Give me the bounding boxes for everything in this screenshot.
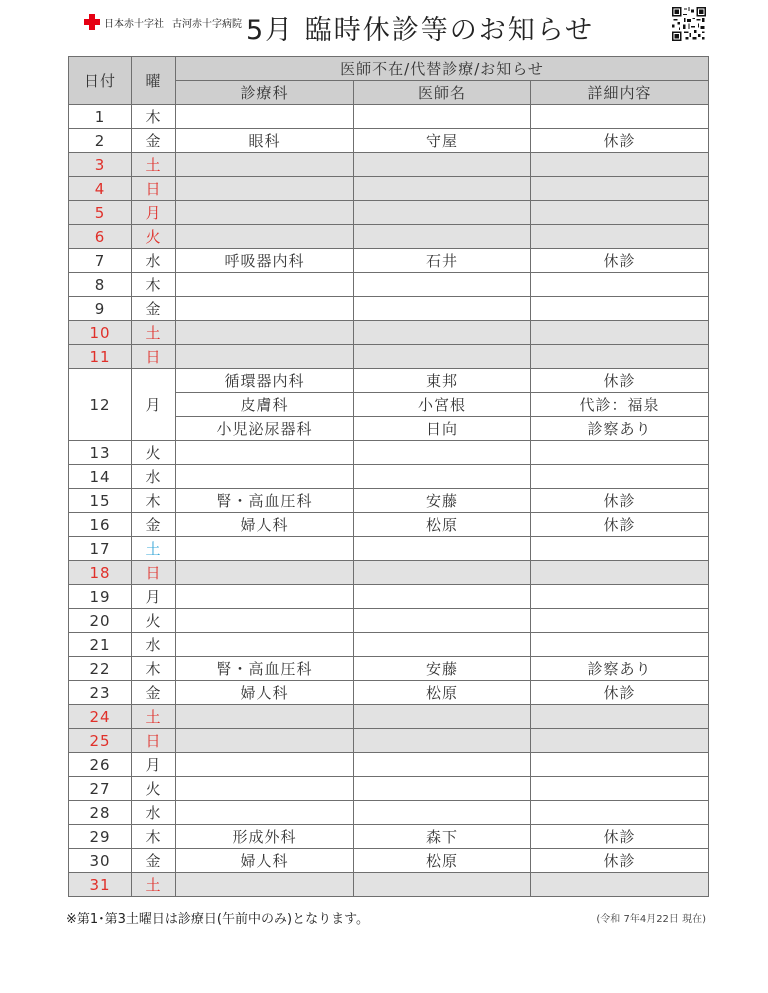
cell-detail <box>531 753 709 777</box>
cell-date: 20 <box>69 609 132 633</box>
cell-doctor <box>354 753 531 777</box>
cell-doctor: 松原 <box>354 513 531 537</box>
cell-date: 11 <box>69 345 132 369</box>
cell-weekday: 日 <box>132 729 176 753</box>
cell-weekday: 火 <box>132 777 176 801</box>
cell-doctor: 安藤 <box>354 657 531 681</box>
cell-department <box>176 441 354 465</box>
cell-detail <box>531 153 709 177</box>
cell-department <box>176 609 354 633</box>
cell-detail <box>531 561 709 585</box>
cell-doctor <box>354 801 531 825</box>
cell-department: 皮膚科 <box>176 393 354 417</box>
table-row <box>69 729 709 753</box>
cell-department <box>176 321 354 345</box>
cell-detail <box>531 705 709 729</box>
table-row <box>69 777 709 801</box>
cell-doctor <box>354 177 531 201</box>
cell-weekday: 日 <box>132 345 176 369</box>
page-title: 5月 臨時休診等のお知らせ <box>246 15 594 46</box>
cell-department: 婦人科 <box>176 513 354 537</box>
cell-doctor <box>354 537 531 561</box>
cell-doctor <box>354 873 531 897</box>
table-row <box>69 513 709 537</box>
cell-doctor: 松原 <box>354 849 531 873</box>
cell-detail: 代診：福泉 <box>531 393 709 417</box>
schedule-table <box>68 56 709 897</box>
cell-doctor: 石井 <box>354 249 531 273</box>
table-row <box>69 825 709 849</box>
table-row <box>69 585 709 609</box>
cell-department: 腎・高血圧科 <box>176 657 354 681</box>
cell-detail <box>531 729 709 753</box>
cell-department <box>176 273 354 297</box>
as-of-date: (令和 7年4月22日 現在) <box>596 914 706 925</box>
cell-detail: 休診 <box>531 825 709 849</box>
table-row <box>69 849 709 873</box>
cell-department <box>176 873 354 897</box>
cell-weekday: 月 <box>132 585 176 609</box>
cell-department <box>176 201 354 225</box>
cell-date: 7 <box>69 249 132 273</box>
cell-detail <box>531 609 709 633</box>
cell-department: 婦人科 <box>176 849 354 873</box>
cell-doctor <box>354 585 531 609</box>
cell-department <box>176 177 354 201</box>
group-header: 医師不在/代替診療/お知らせ <box>176 57 709 81</box>
table-row <box>69 105 709 129</box>
table-row <box>69 129 709 153</box>
table-row <box>69 705 709 729</box>
cell-weekday: 火 <box>132 609 176 633</box>
cell-weekday: 金 <box>132 297 176 321</box>
col-header-doctor: 医師名 <box>354 81 531 105</box>
cell-weekday: 水 <box>132 465 176 489</box>
logo-org: 日本赤十字社 <box>104 18 164 30</box>
col-header-weekday: 曜 <box>132 57 176 105</box>
cell-weekday: 火 <box>132 441 176 465</box>
cell-department <box>176 777 354 801</box>
cell-department: 循環器内科 <box>176 369 354 393</box>
cell-doctor <box>354 705 531 729</box>
cell-detail <box>531 633 709 657</box>
red-cross-icon <box>84 14 100 30</box>
table-row <box>69 561 709 585</box>
cell-doctor <box>354 297 531 321</box>
table-row <box>69 873 709 897</box>
cell-weekday: 木 <box>132 105 176 129</box>
table-row <box>69 801 709 825</box>
cell-date: 18 <box>69 561 132 585</box>
cell-date: 10 <box>69 321 132 345</box>
cell-weekday: 金 <box>132 129 176 153</box>
cell-doctor <box>354 105 531 129</box>
cell-department: 形成外科 <box>176 825 354 849</box>
cell-weekday: 木 <box>132 489 176 513</box>
cell-weekday: 土 <box>132 321 176 345</box>
table-row <box>69 249 709 273</box>
cell-weekday: 木 <box>132 273 176 297</box>
cell-date: 26 <box>69 753 132 777</box>
cell-department <box>176 801 354 825</box>
cell-doctor <box>354 273 531 297</box>
cell-detail <box>531 441 709 465</box>
cell-detail: 休診 <box>531 681 709 705</box>
cell-detail <box>531 585 709 609</box>
cell-detail: 休診 <box>531 489 709 513</box>
cell-weekday: 金 <box>132 681 176 705</box>
cell-date: 29 <box>69 825 132 849</box>
table-row <box>69 153 709 177</box>
cell-date: 14 <box>69 465 132 489</box>
cell-department: 呼吸器内科 <box>176 249 354 273</box>
cell-doctor <box>354 465 531 489</box>
cell-detail: 診察あり <box>531 417 709 441</box>
cell-date: 2 <box>69 129 132 153</box>
table-row <box>69 297 709 321</box>
page-header <box>0 0 768 56</box>
cell-date: 13 <box>69 441 132 465</box>
col-header-detail: 詳細内容 <box>531 81 709 105</box>
cell-date: 8 <box>69 273 132 297</box>
logo-hospital: 古河赤十字病院 <box>172 18 242 30</box>
cell-date: 30 <box>69 849 132 873</box>
cell-department: 小児泌尿器科 <box>176 417 354 441</box>
cell-department <box>176 705 354 729</box>
col-header-department: 診療科 <box>176 81 354 105</box>
cell-department <box>176 729 354 753</box>
cell-detail <box>531 321 709 345</box>
cell-detail <box>531 225 709 249</box>
cell-weekday: 金 <box>132 849 176 873</box>
cell-weekday: 金 <box>132 513 176 537</box>
cell-date: 28 <box>69 801 132 825</box>
cell-weekday: 水 <box>132 249 176 273</box>
cell-date: 27 <box>69 777 132 801</box>
cell-doctor <box>354 225 531 249</box>
cell-date: 16 <box>69 513 132 537</box>
cell-doctor: 森下 <box>354 825 531 849</box>
cell-department: 眼科 <box>176 129 354 153</box>
cell-weekday: 水 <box>132 633 176 657</box>
cell-doctor <box>354 321 531 345</box>
schedule-body <box>69 105 709 897</box>
hospital-logo <box>84 14 242 30</box>
table-row <box>69 321 709 345</box>
cell-detail <box>531 873 709 897</box>
cell-weekday: 日 <box>132 177 176 201</box>
cell-weekday: 土 <box>132 705 176 729</box>
cell-detail <box>531 465 709 489</box>
cell-weekday: 火 <box>132 225 176 249</box>
cell-doctor <box>354 609 531 633</box>
cell-department <box>176 753 354 777</box>
cell-weekday: 月 <box>132 369 176 441</box>
table-row <box>69 201 709 225</box>
cell-department <box>176 561 354 585</box>
cell-department: 腎・高血圧科 <box>176 489 354 513</box>
table-row <box>69 465 709 489</box>
table-row <box>69 753 709 777</box>
cell-date: 9 <box>69 297 132 321</box>
cell-doctor <box>354 201 531 225</box>
cell-doctor: 松原 <box>354 681 531 705</box>
footnote: ※第1･第3土曜日は診療日(午前中のみ)となります。 <box>66 912 370 927</box>
cell-date: 23 <box>69 681 132 705</box>
cell-detail: 休診 <box>531 249 709 273</box>
cell-detail: 休診 <box>531 513 709 537</box>
cell-detail <box>531 537 709 561</box>
cell-detail <box>531 273 709 297</box>
cell-weekday: 月 <box>132 201 176 225</box>
cell-doctor: 安藤 <box>354 489 531 513</box>
cell-date: 25 <box>69 729 132 753</box>
cell-department <box>176 537 354 561</box>
cell-date: 3 <box>69 153 132 177</box>
table-row <box>69 273 709 297</box>
cell-department <box>176 345 354 369</box>
cell-doctor <box>354 441 531 465</box>
cell-detail <box>531 105 709 129</box>
cell-detail <box>531 777 709 801</box>
qr-code-icon[interactable] <box>672 7 706 41</box>
cell-doctor: 小宮根 <box>354 393 531 417</box>
table-row <box>69 609 709 633</box>
cell-detail: 休診 <box>531 849 709 873</box>
cell-doctor <box>354 153 531 177</box>
cell-weekday: 日 <box>132 561 176 585</box>
cell-doctor <box>354 633 531 657</box>
cell-doctor <box>354 561 531 585</box>
table-row <box>69 441 709 465</box>
table-row <box>69 489 709 513</box>
cell-doctor: 東邦 <box>354 369 531 393</box>
cell-doctor <box>354 729 531 753</box>
cell-weekday: 木 <box>132 657 176 681</box>
cell-detail <box>531 177 709 201</box>
cell-detail <box>531 297 709 321</box>
cell-doctor <box>354 777 531 801</box>
table-row <box>69 681 709 705</box>
cell-department <box>176 465 354 489</box>
cell-department <box>176 585 354 609</box>
cell-date: 1 <box>69 105 132 129</box>
cell-department <box>176 153 354 177</box>
cell-detail: 診察あり <box>531 657 709 681</box>
cell-date: 22 <box>69 657 132 681</box>
cell-date: 15 <box>69 489 132 513</box>
cell-date: 12 <box>69 369 132 441</box>
cell-department <box>176 105 354 129</box>
cell-doctor: 守屋 <box>354 129 531 153</box>
cell-department <box>176 297 354 321</box>
cell-weekday: 土 <box>132 153 176 177</box>
table-row <box>69 345 709 369</box>
cell-date: 24 <box>69 705 132 729</box>
cell-date: 5 <box>69 201 132 225</box>
cell-department <box>176 225 354 249</box>
table-row <box>69 369 709 393</box>
table-row <box>69 177 709 201</box>
cell-weekday: 月 <box>132 753 176 777</box>
cell-date: 19 <box>69 585 132 609</box>
table-row <box>69 657 709 681</box>
cell-weekday: 木 <box>132 825 176 849</box>
cell-date: 31 <box>69 873 132 897</box>
table-row <box>69 537 709 561</box>
cell-weekday: 土 <box>132 537 176 561</box>
cell-detail: 休診 <box>531 369 709 393</box>
cell-weekday: 水 <box>132 801 176 825</box>
cell-date: 21 <box>69 633 132 657</box>
table-row <box>69 633 709 657</box>
cell-detail: 休診 <box>531 129 709 153</box>
cell-date: 17 <box>69 537 132 561</box>
cell-detail <box>531 801 709 825</box>
cell-date: 4 <box>69 177 132 201</box>
table-row <box>69 225 709 249</box>
cell-doctor <box>354 345 531 369</box>
cell-detail <box>531 345 709 369</box>
cell-date: 6 <box>69 225 132 249</box>
cell-weekday: 土 <box>132 873 176 897</box>
cell-detail <box>531 201 709 225</box>
cell-department: 婦人科 <box>176 681 354 705</box>
cell-department <box>176 633 354 657</box>
col-header-date: 日付 <box>69 57 132 105</box>
cell-doctor: 日向 <box>354 417 531 441</box>
